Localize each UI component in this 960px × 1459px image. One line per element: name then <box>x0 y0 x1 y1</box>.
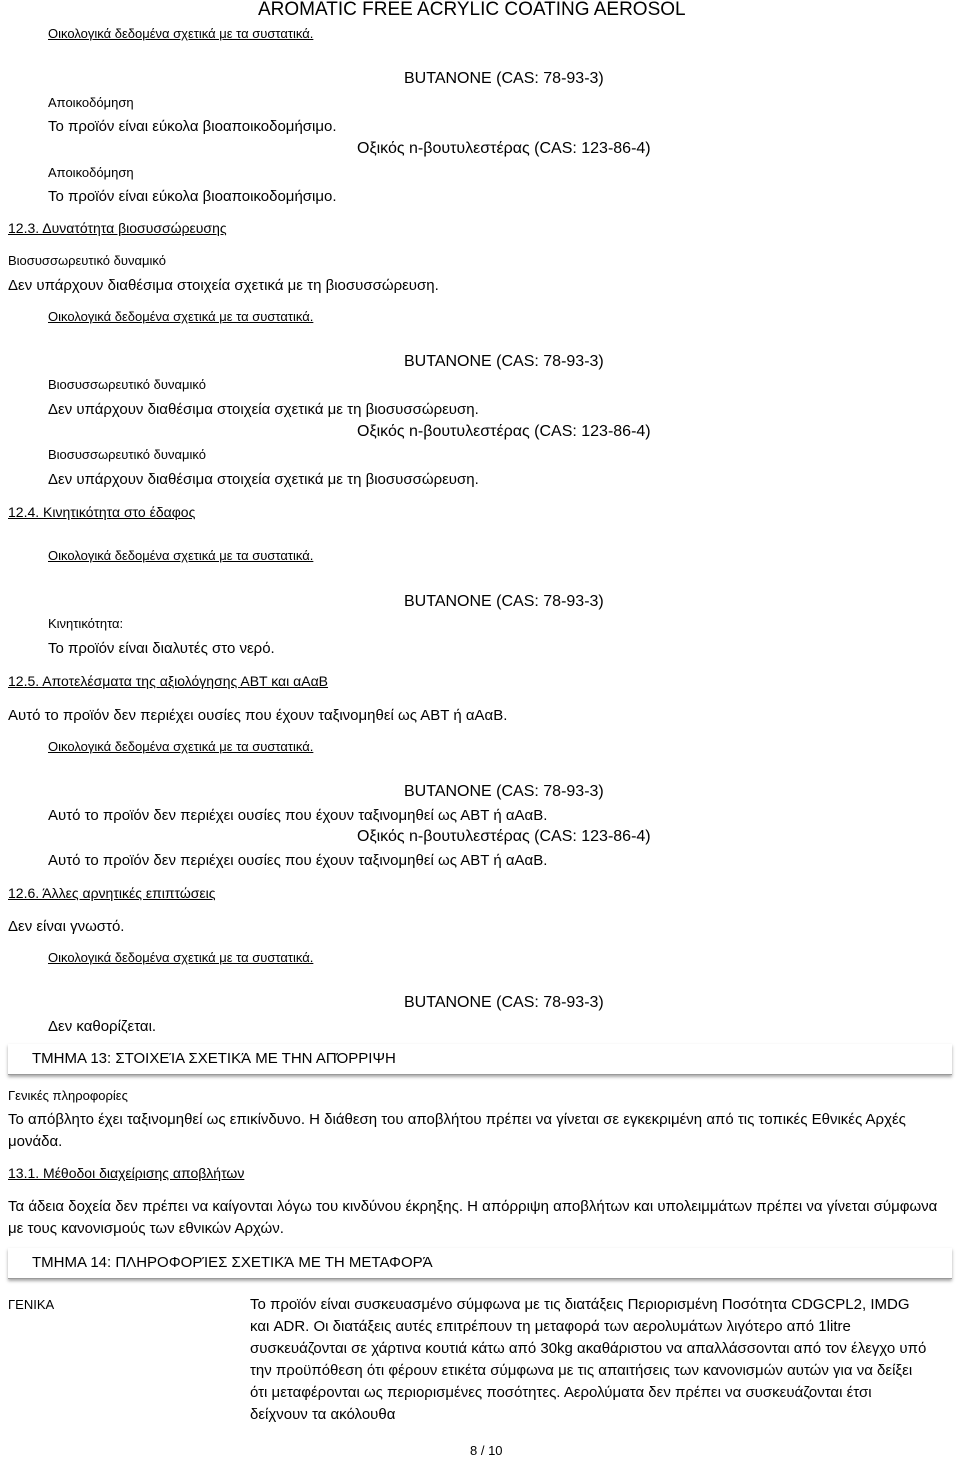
other-effects-text: Δεν είναι γνωστό. <box>8 918 125 935</box>
page-number: 8 / 10 <box>470 1443 503 1458</box>
eco-data-label: Οικολογικά δεδομένα σχετικά με τα συστατικά. <box>48 26 314 41</box>
not-determined-text: Δεν καθορίζεται. <box>48 1018 157 1035</box>
mobility-label: Κινητικότητα: <box>48 616 124 631</box>
substance-butanone: BUTANONE (CAS: 78-93-3) <box>404 994 604 1011</box>
biodegradation-text: Το προϊόν είναι εύκολα βιοαποικοδομήσιμο. <box>48 188 337 205</box>
section-14-header <box>8 1248 952 1279</box>
eco-data-label: Οικολογικά δεδομένα σχετικά με τα συστατικά. <box>48 309 314 324</box>
eco-data-label: Οικολογικά δεδομένα σχετικά με τα συστατικά. <box>48 548 314 563</box>
transport-general-text: Το προϊόν είναι συσκευασμένο σύμφωνα με τις διατάξεις Περιορισμένη Ποσότητα CDGCPL2, IMDG και ADR. Οι διατάξεις αυτές επιτρέπουν τη μεταφορά των αερολυμάτων λιγότερο από 1litre συσκευάζονται σε χάρτινα κουτιά κάτω από 30kg ακαθάριστου να απαλλάσσονται από τον έλεγχο υπό την προϋπόθεση ότι φέρουν ετικέτα σύμφωνα με τις απαιτήσεις των κανονισμών αυτών για να δείξει ότι μεταφέρονται ως περιορισμένες ποσότητες. Αερολύματα δεν πρέπει να συσκευάζονται έτσι δείχνουν τα ακόλουθα <box>250 1296 927 1423</box>
bioaccumulation-label: Βιοσυσσωρευτικό δυναμικό <box>8 253 166 268</box>
biodegradation-text: Το προϊόν είναι εύκολα βιοαποικοδομήσιμο. <box>48 118 337 135</box>
substance-butanone: BUTANONE (CAS: 78-93-3) <box>404 70 604 87</box>
mobility-text: Το προϊόν είναι διαλυτές στο νερό. <box>48 640 275 657</box>
section-13-header <box>8 1044 952 1075</box>
transport-general-label: ΓΕΝΙΚΑ <box>8 1297 55 1312</box>
bioaccumulation-label: Βιοσυσσωρευτικό δυναμικό <box>48 447 206 462</box>
product-title: AROMATIC FREE ACRYLIC COATING AEROSOL <box>258 0 686 20</box>
substance-butanone: BUTANONE (CAS: 78-93-3) <box>404 783 604 800</box>
substance-butyl-acetate: Οξικός n-βουτυλεστέρας (CAS: 123-86-4) <box>357 423 651 440</box>
section-12-6-heading: 12.6. Άλλες αρνητικές επιπτώσεις <box>8 885 216 901</box>
pbt-assessment-text: Αυτό το προϊόν δεν περιέχει ουσίες που έχουν ταξινομηθεί ως ΑΒΤ ή αΑαΒ. <box>48 807 548 824</box>
substance-butanone: BUTANONE (CAS: 78-93-3) <box>404 593 604 610</box>
general-info-text: Το απόβλητο έχει ταξινομηθεί ως επικίνδυνο. Η διάθεση του αποβλήτου πρέπει να γίνεται σε εγκεκριμένη από τις τοπικές Εθνικές Αρχές μονάδα. <box>8 1111 906 1150</box>
section-12-3-heading: 12.3. Δυνατότητα βιοσυσσώρευσης <box>8 220 227 236</box>
bioaccumulation-label: Βιοσυσσωρευτικό δυναμικό <box>48 377 206 392</box>
bioaccumulation-text: Δεν υπάρχουν διαθέσιμα στοιχεία σχετικά με τη βιοσυσσώρευση. <box>48 471 479 488</box>
eco-data-label: Οικολογικά δεδομένα σχετικά με τα συστατικά. <box>48 950 314 965</box>
substance-butanone: BUTANONE (CAS: 78-93-3) <box>404 353 604 370</box>
eco-data-label: Οικολογικά δεδομένα σχετικά με τα συστατικά. <box>48 739 314 754</box>
section-12-5-heading: 12.5. Αποτελέσματα της αξιολόγησης ΑΒΤ και αΑαΒ <box>8 673 329 689</box>
section-14-title: ΤΜΗΜΑ 14: ΠΛΗΡΟΦΟΡΊΕΣ ΣΧΕΤΙΚΆ ΜΕ ΤΗ ΜΕΤΑΦΟΡΆ <box>32 1254 433 1271</box>
pbt-assessment-text: Αυτό το προϊόν δεν περιέχει ουσίες που έχουν ταξινομηθεί ως ΑΒΤ ή αΑαΒ. <box>8 707 508 724</box>
general-info-label: Γενικές πληροφορίες <box>8 1088 128 1103</box>
substance-butyl-acetate: Οξικός n-βουτυλεστέρας (CAS: 123-86-4) <box>357 828 651 845</box>
waste-treatment-text: Τα άδεια δοχεία δεν πρέπει να καίγονται λόγω του κινδύνου έκρηξης. Η απόρριψη αποβλήτων και υπολειμμάτων πρέπει να γίνεται σύμφωνα με τους κανονισμούς των εθνικών Αρχών. <box>8 1198 938 1237</box>
biodegradation-label: Αποικοδόμηση <box>48 165 134 180</box>
section-12-4-heading: 12.4. Κινητικότητα στο έδαφος <box>8 504 196 520</box>
pbt-assessment-text: Αυτό το προϊόν δεν περιέχει ουσίες που έχουν ταξινομηθεί ως ΑΒΤ ή αΑαΒ. <box>48 852 548 869</box>
substance-butyl-acetate: Οξικός n-βουτυλεστέρας (CAS: 123-86-4) <box>357 140 651 157</box>
section-13-1-heading: 13.1. Μέθοδοι διαχείρισης αποβλήτων <box>8 1165 245 1181</box>
bioaccumulation-text: Δεν υπάρχουν διαθέσιμα στοιχεία σχετικά με τη βιοσυσσώρευση. <box>48 401 479 418</box>
section-13-title: ΤΜΗΜΑ 13: ΣΤΟΙΧΕΊΑ ΣΧΕΤΙΚΆ ΜΕ ΤΗΝ ΑΠΌΡΡΙΨΗ <box>32 1050 396 1067</box>
biodegradation-label: Αποικοδόμηση <box>48 95 134 110</box>
bioaccumulation-text: Δεν υπάρχουν διαθέσιμα στοιχεία σχετικά με τη βιοσυσσώρευση. <box>8 277 439 294</box>
